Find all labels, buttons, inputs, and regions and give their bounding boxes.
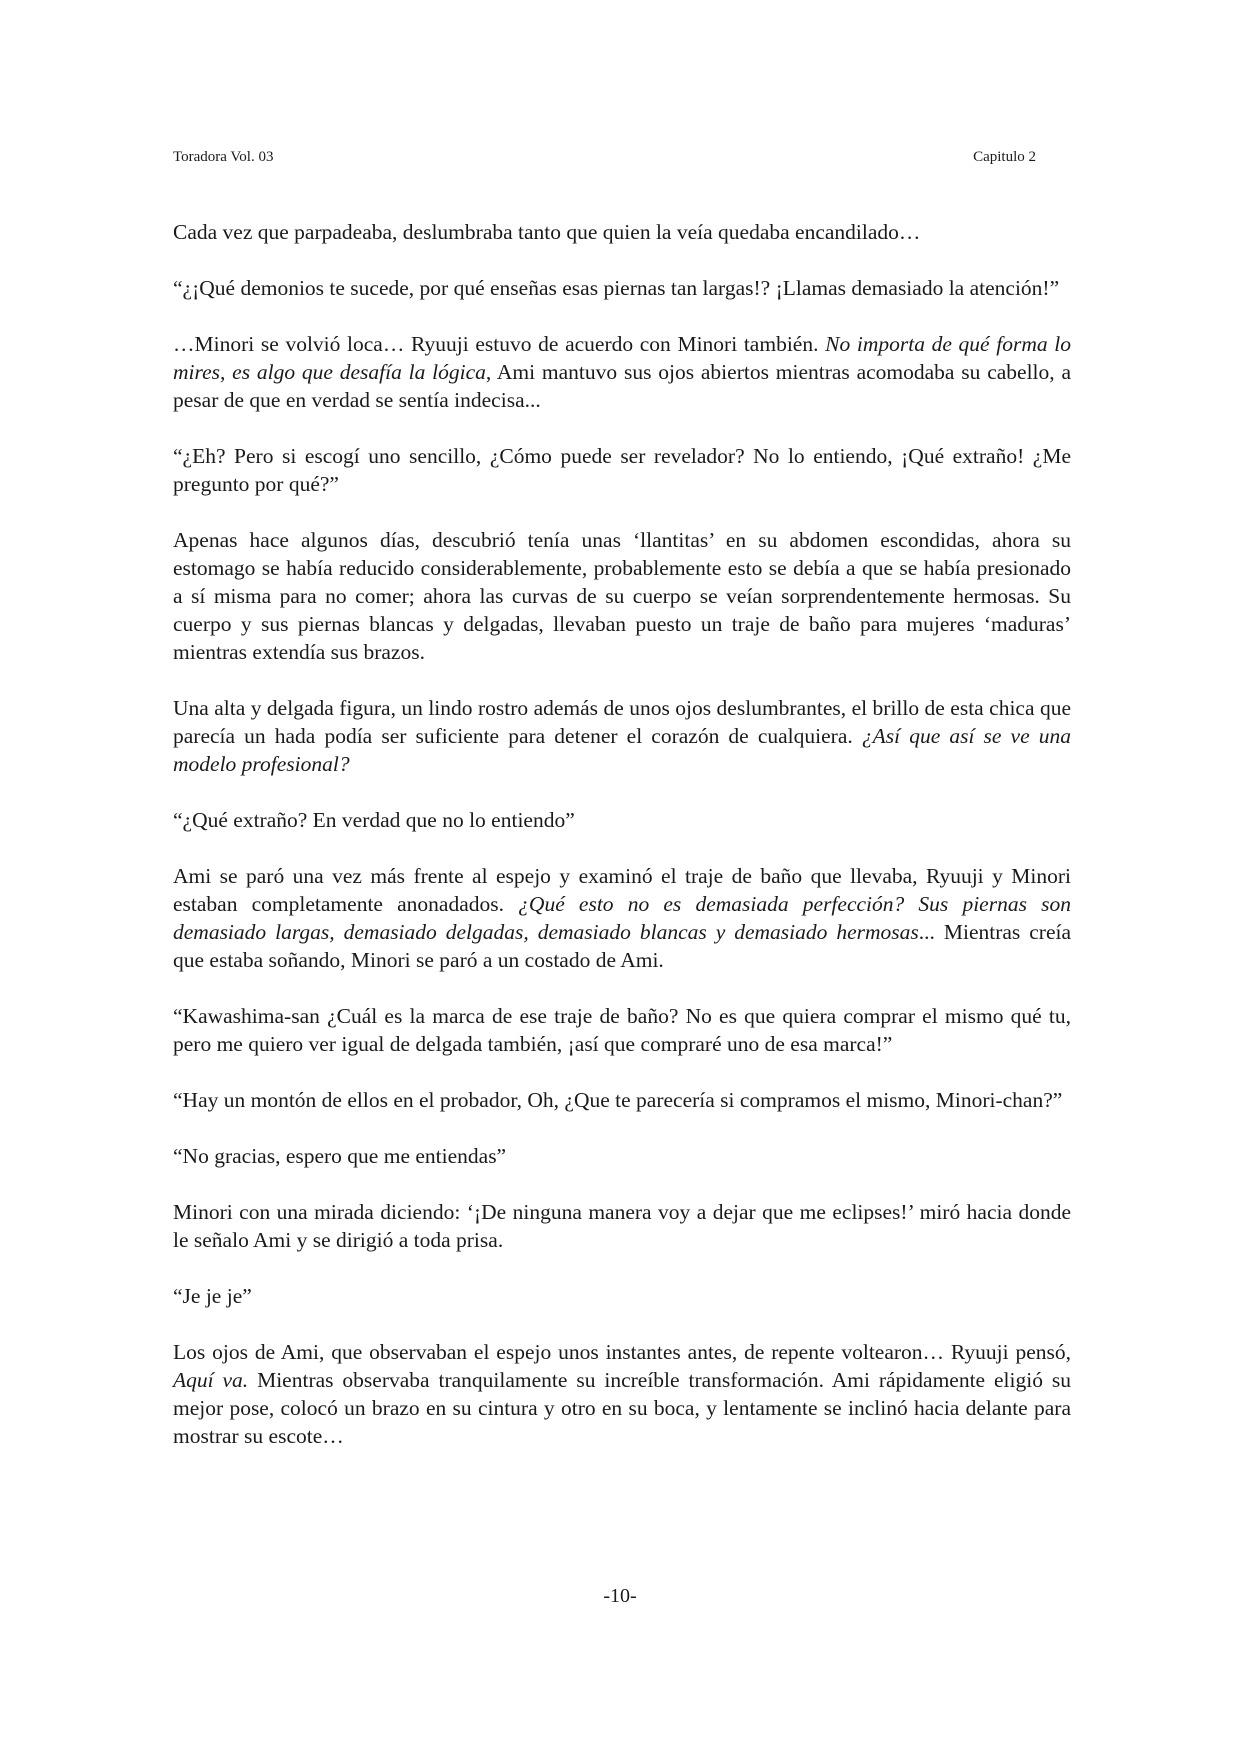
text-run: “Je je je”	[173, 1284, 252, 1308]
text-run: “Kawashima-san ¿Cuál es la marca de ese traje de baño? No es que quiera comprar el mismo qué tu, pero me quiero ver igual de delgada también, ¡así que compraré uno de esa marca!”	[173, 1004, 1071, 1056]
paragraph	[173, 1198, 1071, 1254]
paragraph	[173, 274, 1071, 302]
header-chapter: Capitulo 2	[973, 149, 1036, 165]
text-run: …Minori se volvió loca… Ryuuji estuvo de acuerdo con Minori también.	[173, 332, 826, 356]
paragraph	[173, 330, 1071, 414]
text-run: Los ojos de Ami, que observaban el espejo unos instantes antes, de repente voltearon… Ryuuji pensó,	[173, 1340, 1071, 1364]
text-run: Ami se paró una vez más frente al espejo y examinó el traje de baño que llevaba, Ryuuji y Minori estaban completamente anonadados.	[173, 864, 1071, 916]
paragraph	[173, 806, 1071, 834]
paragraph	[173, 1142, 1071, 1170]
paragraph	[173, 1282, 1071, 1310]
text-run: “No gracias, espero que me entiendas”	[173, 1144, 507, 1168]
text-run: Mientras observaba tranquilamente su increíble transformación. Ami rápidamente eligió su mejor pose, colocó un brazo en su cintura y otro en su boca, y lentamente se inclinó hacia delante para mostrar su escote…	[173, 1368, 1071, 1448]
body-text	[173, 218, 1071, 1478]
text-run: Apenas hace algunos días, descubrió tenía unas ‘llantitas’ en su abdomen escondidas, ahora su estomago se había reducido considerablemente, probablemente esto se debía a que se había presionado a sí misma para no comer; ahora las curvas de su cuerpo se veían sorprendentemente hermosas. Su cuerpo y sus piernas blancas y delgadas, llevaban puesto un traje de baño para mujeres ‘maduras’ mientras extendía sus brazos.	[173, 528, 1071, 664]
text-run: , Ami mantuvo sus ojos abiertos mientras acomodaba su cabello, a pesar de que en verdad se sentía indecisa...	[173, 360, 1071, 412]
paragraph	[173, 1338, 1071, 1450]
italic-run: ¿Así que así se ve una modelo profesional?	[173, 724, 1071, 776]
page-number: -10-	[603, 1585, 637, 1607]
italic-run: Aquí va.	[173, 1368, 249, 1392]
paragraph	[173, 1002, 1071, 1058]
paragraph	[173, 1086, 1071, 1114]
paragraph	[173, 526, 1071, 666]
paragraph	[173, 694, 1071, 778]
text-run: Minori con una mirada diciendo: ‘¡De ninguna manera voy a dejar que me eclipses!’ miró hacia donde le señalo Ami y se dirigió a toda prisa.	[173, 1200, 1071, 1252]
paragraph	[173, 862, 1071, 974]
text-run: ... Mientras creía que estaba soñando, Minori se paró a un costado de Ami.	[173, 920, 1072, 972]
text-run: Cada vez que parpadeaba, deslumbraba tanto que quien la veía quedaba encandilado…	[173, 220, 921, 244]
running-header	[173, 146, 1036, 168]
text-run: “¿¡Qué demonios te sucede, por qué enseñas esas piernas tan largas!? ¡Llamas demasiado la atención!”	[173, 276, 1060, 300]
paragraph	[173, 218, 1071, 246]
paragraph	[173, 442, 1071, 498]
text-run: “¿Eh? Pero si escogí uno sencillo, ¿Cómo puede ser revelador? No lo entiendo, ¡Qué extraño! ¿Me pregunto por qué?”	[173, 444, 1071, 496]
italic-run: No importa de qué forma lo mires, es algo que desafía la lógica	[173, 332, 1071, 384]
italic-run: ¿Qué esto no es demasiada perfección? Sus piernas son demasiado largas, demasiado delgadas, demasiado blancas y demasiado hermosas	[173, 892, 1071, 944]
text-run: “Hay un montón de ellos en el probador, Oh, ¿Que te parecería si compramos el mismo, Minori-chan?”	[173, 1088, 1063, 1112]
text-run: “¿Qué extraño? En verdad que no lo entiendo”	[173, 808, 575, 832]
header-book-title: Toradora Vol. 03	[173, 149, 274, 165]
text-run: Una alta y delgada figura, un lindo rostro además de unos ojos deslumbrantes, el brillo de esta chica que parecía un hada podía ser suficiente para detener el corazón de cualquiera.	[173, 696, 1071, 748]
